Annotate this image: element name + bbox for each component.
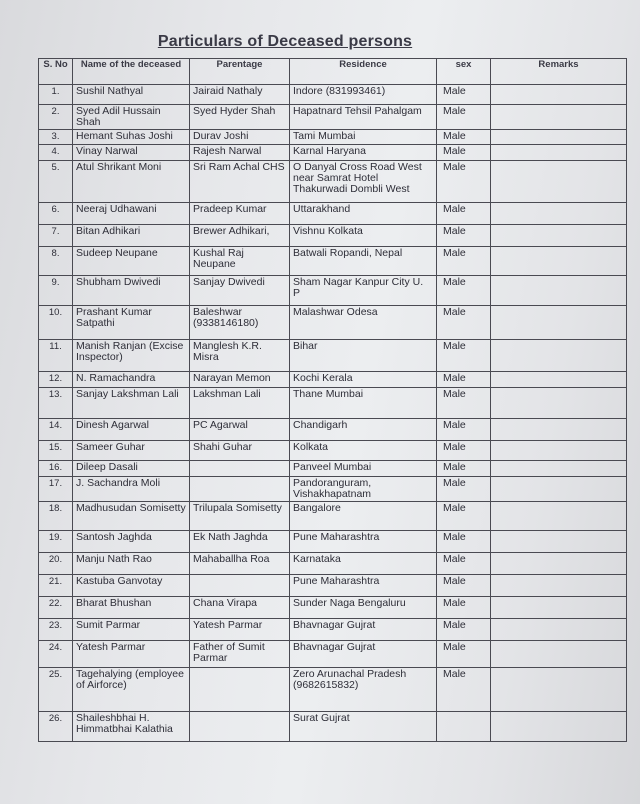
cell-remarks xyxy=(491,441,627,461)
cell-parentage: Kushal Raj Neupane xyxy=(190,247,290,276)
cell-remarks xyxy=(491,85,627,105)
cell-parentage: Jairaid Nathaly xyxy=(190,85,290,105)
cell-sex: Male xyxy=(437,340,491,372)
header-remarks: Remarks xyxy=(491,59,627,85)
cell-sex: Male xyxy=(437,145,491,161)
cell-residence: Bangalore xyxy=(290,502,437,531)
cell-sno: 17. xyxy=(39,477,73,502)
cell-remarks xyxy=(491,575,627,597)
cell-sex: Male xyxy=(437,276,491,306)
table-row xyxy=(39,477,627,502)
page-title: Particulars of Deceased persons xyxy=(157,33,413,50)
table-row xyxy=(39,276,627,306)
cell-parentage xyxy=(190,461,290,477)
cell-residence: Kochi Kerala xyxy=(290,372,437,388)
cell-sex: Male xyxy=(437,105,491,130)
cell-residence: Pune Maharashtra xyxy=(290,531,437,553)
cell-sno: 2. xyxy=(39,105,73,130)
cell-residence: Karnal Haryana xyxy=(290,145,437,161)
cell-residence: Surat Gujrat xyxy=(290,712,437,742)
cell-parentage: Chana Virapa xyxy=(190,597,290,619)
table-row xyxy=(39,388,627,419)
cell-residence: Hapatnard Tehsil Pahalgam xyxy=(290,105,437,130)
cell-parentage: Rajesh Narwal xyxy=(190,145,290,161)
table-row xyxy=(39,712,627,742)
cell-remarks xyxy=(491,619,627,641)
cell-sno: 22. xyxy=(39,597,73,619)
cell-sno: 24. xyxy=(39,641,73,668)
cell-name: Syed Adil Hussain Shah xyxy=(73,105,190,130)
header-sex: sex xyxy=(437,59,491,85)
cell-residence: Uttarakhand xyxy=(290,203,437,225)
cell-name: Shubham Dwivedi xyxy=(73,276,190,306)
cell-sno: 7. xyxy=(39,225,73,247)
cell-remarks xyxy=(491,502,627,531)
table-row xyxy=(39,85,627,105)
cell-name: Bharat Bhushan xyxy=(73,597,190,619)
cell-sex: Male xyxy=(437,461,491,477)
cell-residence: Thane Mumbai xyxy=(290,388,437,419)
table-body xyxy=(39,85,627,742)
cell-sno: 6. xyxy=(39,203,73,225)
cell-name: Manish Ranjan (Excise Inspector) xyxy=(73,340,190,372)
cell-sex: Male xyxy=(437,161,491,203)
cell-parentage: Mahaballha Roa xyxy=(190,553,290,575)
cell-remarks xyxy=(491,203,627,225)
cell-name: Manju Nath Rao xyxy=(73,553,190,575)
cell-sex: Male xyxy=(437,641,491,668)
cell-residence: Bihar xyxy=(290,340,437,372)
cell-parentage: Baleshwar (9338146180) xyxy=(190,306,290,340)
cell-sex: Male xyxy=(437,477,491,502)
cell-parentage: PC Agarwal xyxy=(190,419,290,441)
cell-remarks xyxy=(491,641,627,668)
cell-residence: Pune Maharashtra xyxy=(290,575,437,597)
table-row xyxy=(39,161,627,203)
cell-sex: Male xyxy=(437,85,491,105)
cell-name: Atul Shrikant Moni xyxy=(73,161,190,203)
cell-residence: O Danyal Cross Road West near Samrat Hotel Thakurwadi Dombli West xyxy=(290,161,437,203)
cell-parentage: Yatesh Parmar xyxy=(190,619,290,641)
cell-sno: 26. xyxy=(39,712,73,742)
cell-sno: 13. xyxy=(39,388,73,419)
cell-name: Kastuba Ganvotay xyxy=(73,575,190,597)
cell-parentage: Ek Nath Jaghda xyxy=(190,531,290,553)
table-row xyxy=(39,130,627,145)
cell-remarks xyxy=(491,553,627,575)
cell-remarks xyxy=(491,668,627,712)
cell-sno: 10. xyxy=(39,306,73,340)
cell-name: Vinay Narwal xyxy=(73,145,190,161)
header-sno: S. No xyxy=(39,59,73,85)
cell-sno: 23. xyxy=(39,619,73,641)
cell-sex: Male xyxy=(437,372,491,388)
cell-sex: Male xyxy=(437,419,491,441)
cell-name: N. Ramachandra xyxy=(73,372,190,388)
cell-remarks xyxy=(491,247,627,276)
cell-remarks xyxy=(491,306,627,340)
cell-name: J. Sachandra Moli xyxy=(73,477,190,502)
table-row xyxy=(39,641,627,668)
cell-sex: Male xyxy=(437,247,491,276)
cell-name: Sushil Nathyal xyxy=(73,85,190,105)
cell-sno: 3. xyxy=(39,130,73,145)
cell-remarks xyxy=(491,531,627,553)
cell-residence: Sham Nagar Kanpur City U. P xyxy=(290,276,437,306)
cell-sex: Male xyxy=(437,441,491,461)
cell-sno: 11. xyxy=(39,340,73,372)
cell-name: Dinesh Agarwal xyxy=(73,419,190,441)
cell-sno: 8. xyxy=(39,247,73,276)
cell-sex: Male xyxy=(437,130,491,145)
cell-sex: Male xyxy=(437,668,491,712)
cell-residence: Kolkata xyxy=(290,441,437,461)
cell-residence: Tami Mumbai xyxy=(290,130,437,145)
cell-parentage: Sanjay Dwivedi xyxy=(190,276,290,306)
cell-remarks xyxy=(491,388,627,419)
cell-name: Sumit Parmar xyxy=(73,619,190,641)
cell-parentage: Pradeep Kumar xyxy=(190,203,290,225)
cell-sno: 20. xyxy=(39,553,73,575)
cell-remarks xyxy=(491,225,627,247)
cell-sno: 21. xyxy=(39,575,73,597)
cell-parentage: Syed Hyder Shah xyxy=(190,105,290,130)
cell-name: Bitan Adhikari xyxy=(73,225,190,247)
cell-sno: 18. xyxy=(39,502,73,531)
cell-name: Madhusudan Somisetty xyxy=(73,502,190,531)
table-row xyxy=(39,419,627,441)
cell-remarks xyxy=(491,340,627,372)
cell-remarks xyxy=(491,597,627,619)
cell-sno: 1. xyxy=(39,85,73,105)
table-row xyxy=(39,340,627,372)
cell-remarks xyxy=(491,419,627,441)
cell-parentage xyxy=(190,712,290,742)
cell-parentage: Sri Ram Achal CHS xyxy=(190,161,290,203)
table-row xyxy=(39,575,627,597)
cell-residence: Bhavnagar Gujrat xyxy=(290,619,437,641)
cell-sno: 15. xyxy=(39,441,73,461)
table-row xyxy=(39,531,627,553)
cell-sno: 19. xyxy=(39,531,73,553)
cell-parentage: Trilupala Somisetty xyxy=(190,502,290,531)
cell-residence: Chandigarh xyxy=(290,419,437,441)
cell-parentage: Durav Joshi xyxy=(190,130,290,145)
cell-residence: Panveel Mumbai xyxy=(290,461,437,477)
cell-residence: Malashwar Odesa xyxy=(290,306,437,340)
cell-residence: Pandoranguram, Vishakhapatnam xyxy=(290,477,437,502)
cell-remarks xyxy=(491,372,627,388)
table-row xyxy=(39,247,627,276)
cell-remarks xyxy=(491,276,627,306)
cell-sex: Male xyxy=(437,531,491,553)
table-row xyxy=(39,203,627,225)
cell-name: Dileep Dasali xyxy=(73,461,190,477)
table-row xyxy=(39,225,627,247)
table-row xyxy=(39,145,627,161)
table-row xyxy=(39,372,627,388)
cell-sex: Male xyxy=(437,203,491,225)
cell-name: Sanjay Lakshman Lali xyxy=(73,388,190,419)
cell-sex: Male xyxy=(437,619,491,641)
table-row xyxy=(39,461,627,477)
table-row xyxy=(39,306,627,340)
cell-residence: Sunder Naga Bengaluru xyxy=(290,597,437,619)
table-row xyxy=(39,619,627,641)
cell-remarks xyxy=(491,145,627,161)
cell-remarks xyxy=(491,130,627,145)
cell-name: Tagehalying (employee of Airforce) xyxy=(73,668,190,712)
cell-sno: 4. xyxy=(39,145,73,161)
cell-sno: 16. xyxy=(39,461,73,477)
cell-parentage: Brewer Adhikari, xyxy=(190,225,290,247)
cell-parentage: Manglesh K.R. Misra xyxy=(190,340,290,372)
cell-sno: 12. xyxy=(39,372,73,388)
table-header xyxy=(39,59,627,85)
table-row xyxy=(39,502,627,531)
cell-parentage xyxy=(190,575,290,597)
table-row xyxy=(39,553,627,575)
cell-name: Prashant Kumar Satpathi xyxy=(73,306,190,340)
cell-parentage: Shahi Guhar xyxy=(190,441,290,461)
cell-parentage: Narayan Memon xyxy=(190,372,290,388)
cell-sex: Male xyxy=(437,502,491,531)
header-parentage: Parentage xyxy=(190,59,290,85)
cell-residence: Bhavnagar Gujrat xyxy=(290,641,437,668)
cell-remarks xyxy=(491,477,627,502)
header-name: Name of the deceased xyxy=(73,59,190,85)
cell-parentage xyxy=(190,477,290,502)
deceased-persons-table xyxy=(38,58,627,742)
cell-parentage: Lakshman Lali xyxy=(190,388,290,419)
cell-name: Shaileshbhai H. Himmatbhai Kalathia xyxy=(73,712,190,742)
cell-sex: Male xyxy=(437,553,491,575)
cell-remarks xyxy=(491,161,627,203)
cell-sno: 5. xyxy=(39,161,73,203)
cell-sno: 25. xyxy=(39,668,73,712)
cell-parentage: Father of Sumit Parmar xyxy=(190,641,290,668)
cell-name: Yatesh Parmar xyxy=(73,641,190,668)
cell-name: Santosh Jaghda xyxy=(73,531,190,553)
cell-sex: Male xyxy=(437,306,491,340)
cell-remarks xyxy=(491,712,627,742)
cell-sex: Male xyxy=(437,575,491,597)
cell-remarks xyxy=(491,461,627,477)
cell-name: Sameer Guhar xyxy=(73,441,190,461)
table-row xyxy=(39,597,627,619)
cell-remarks xyxy=(491,105,627,130)
cell-name: Hemant Suhas Joshi xyxy=(73,130,190,145)
cell-sex xyxy=(437,712,491,742)
cell-parentage xyxy=(190,668,290,712)
header-row xyxy=(39,59,627,85)
cell-name: Sudeep Neupane xyxy=(73,247,190,276)
cell-residence: Vishnu Kolkata xyxy=(290,225,437,247)
cell-sex: Male xyxy=(437,225,491,247)
cell-sex: Male xyxy=(437,388,491,419)
cell-name: Neeraj Udhawani xyxy=(73,203,190,225)
table-row xyxy=(39,441,627,461)
header-residence: Residence xyxy=(290,59,437,85)
cell-sno: 9. xyxy=(39,276,73,306)
cell-sno: 14. xyxy=(39,419,73,441)
table-row xyxy=(39,105,627,130)
cell-residence: Zero Arunachal Pradesh (9682615832) xyxy=(290,668,437,712)
cell-residence: Batwali Ropandi, Nepal xyxy=(290,247,437,276)
cell-residence: Karnataka xyxy=(290,553,437,575)
cell-residence: Indore (831993461) xyxy=(290,85,437,105)
table-row xyxy=(39,668,627,712)
cell-sex: Male xyxy=(437,597,491,619)
